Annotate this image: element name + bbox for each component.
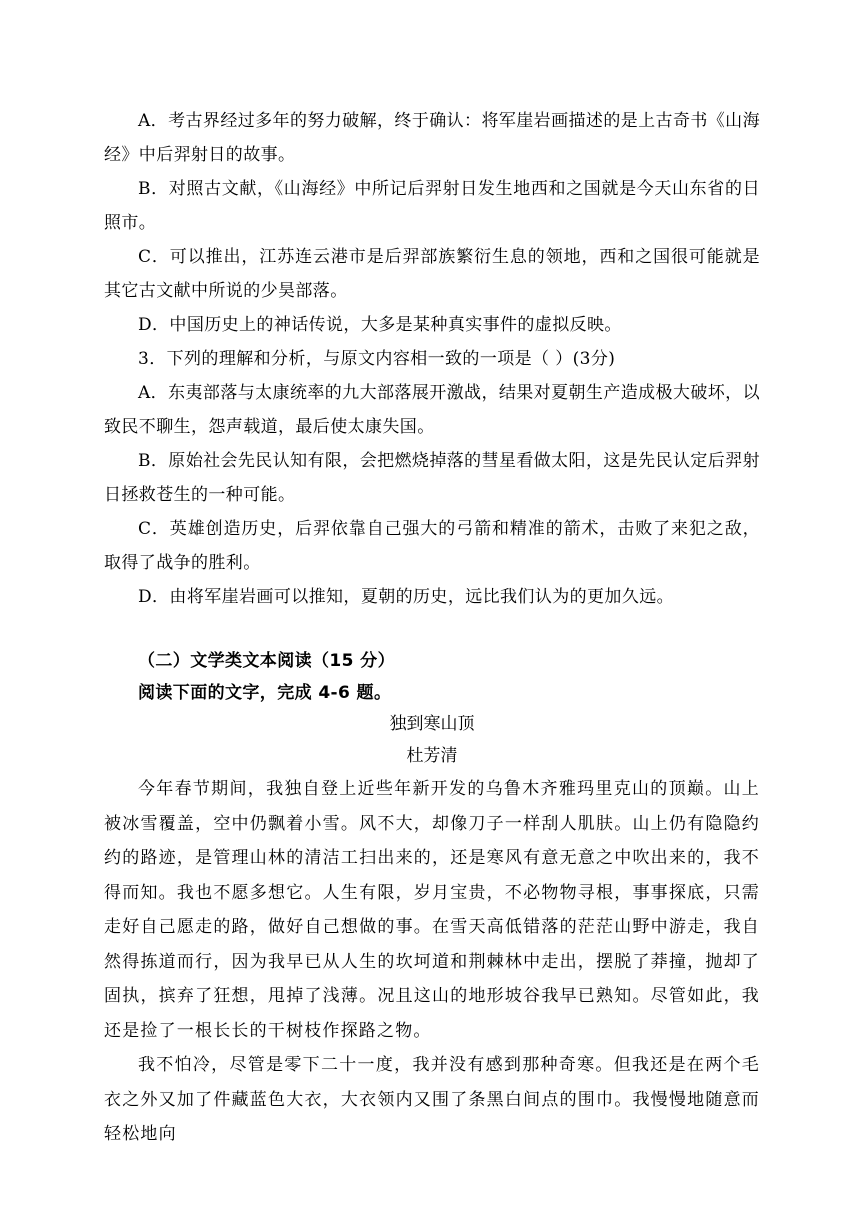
article-paragraph: 我不怕冷，尽管是零下二十一度，我并没有感到那种奇寒。但我还是在两个毛衣之外又加了件藏蓝色大衣，大衣领内又围了条黑白间点的围巾。我慢慢地随意而轻松地向	[104, 1055, 760, 1144]
article-paragraph: 今年春节期间，我独自登上近些年新开发的乌鲁木齐雅玛里克山的顶巅。山上被冰雪覆盖，空中仍飘着小雪。风不大，却像刀子一样刮人肌肤。山上仍有隐隐约约的路迹，是管理山林的清洁工扫出来的，还是寒风有意无意之中吹出来的，我不得而知。我也不愿多想它。人生有限，岁月宝贵，不必物物寻根，事事探底，只需走好自己愿走的路，做好自己想做的事。在雪天高低错落的茫茫山野中游走，我自然得拣道而行，因为我早已从人生的坎坷道和荆棘林中走出，摆脱了莽撞，抛却了固执，摈弃了狂想，甩掉了浅薄。况且这山的地形坡谷我早已熟知。尽管如此，我还是捡了一根长长的干树枝作探路之物。	[104, 779, 760, 1041]
question-3-stem: 3．下列的理解和分析，与原文内容相一致的一项是（ ）(3分)	[138, 349, 616, 369]
q3-option-a: A．东夷部落与太康统率的九大部落展开激战，结果对夏朝生产造成极大破坏，以致民不聊生，怨声载道，最后使太康失国。	[104, 383, 760, 437]
q3-option-b: B．原始社会先民认知有限，会把燃烧掉落的彗星看做太阳，这是先民认定后羿射日拯救苍生的一种可能。	[104, 451, 760, 505]
q2-option-d: D．中国历史上的神话传说，大多是某种真实事件的虚拟反映。	[138, 315, 622, 335]
document-page	[104, 104, 760, 1152]
q3-option-d: D．由将军崖岩画可以推知，夏朝的历史，远比我们认为的更加久远。	[138, 587, 675, 607]
q2-option-c: C．可以推出，江苏连云港市是后羿部族繁衍生息的领地，西和之国很可能就是其它古文献中所说的少昊部落。	[104, 247, 760, 301]
section-instruction: 阅读下面的文字，完成 4-6 题。	[138, 683, 392, 703]
article-body	[104, 772, 760, 1152]
section-heading: （二）文学类文本阅读（15 分）	[138, 651, 395, 671]
q2-option-a: A．考古界经过多年的努力破解，终于确认：将军崖岩画描述的是上古奇书《山海经》中后羿射日的故事。	[104, 111, 760, 165]
q2-option-b: B．对照古文献，《山海经》中所记后羿射日发生地西和之国就是今天山东省的日照市。	[104, 179, 760, 233]
section-spacer	[104, 614, 760, 644]
article-title: 独到寒山顶	[389, 714, 475, 734]
q3-option-c: C．英雄创造历史，后羿依靠自己强大的弓箭和精准的箭术，击败了来犯之敌，取得了战争的胜利。	[104, 519, 760, 573]
article-author: 杜芳清	[406, 746, 458, 766]
